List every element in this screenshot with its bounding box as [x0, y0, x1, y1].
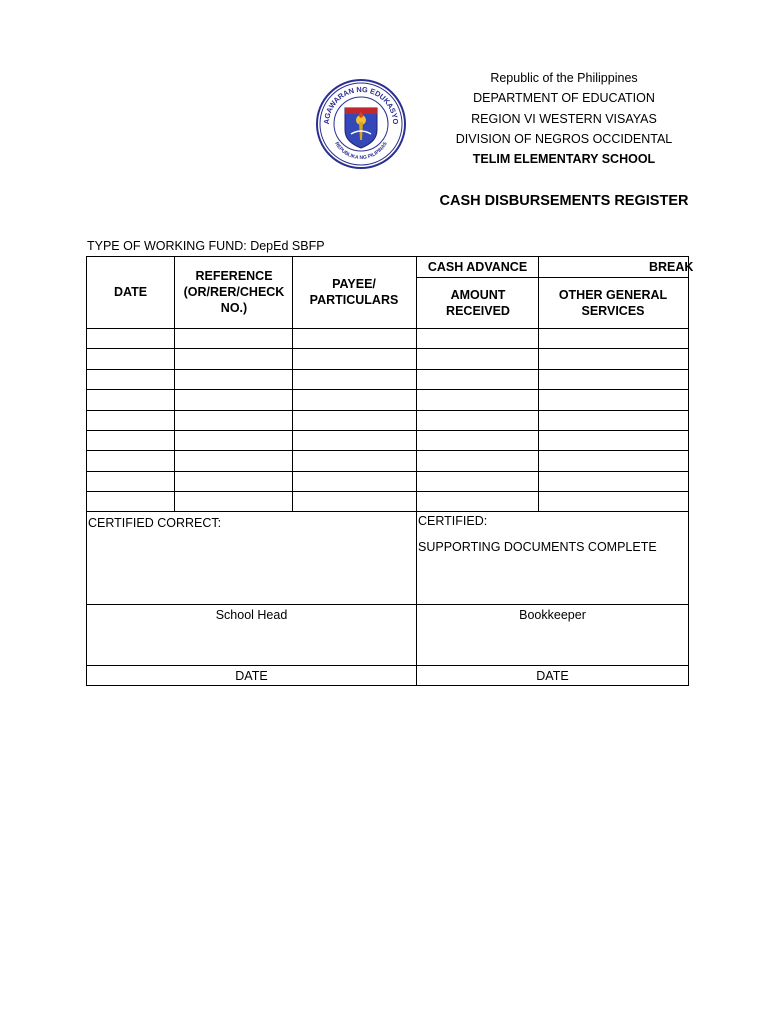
- row-line: [86, 348, 688, 349]
- row-line: [86, 491, 688, 492]
- seal-top-text: AGAWARAN NG EDUKASYO: [321, 84, 401, 125]
- table-border-right: [688, 256, 689, 686]
- header-split-line: [416, 277, 688, 278]
- header-cash-advance: CASH ADVANCE: [427, 260, 528, 274]
- row-line: [86, 389, 688, 390]
- seal-shield-emblem: [345, 108, 377, 148]
- row-line: [86, 471, 688, 472]
- bookkeeper-date-label: DATE: [536, 669, 569, 683]
- header-bottom-line: [86, 328, 688, 329]
- table-border-top: [86, 256, 688, 257]
- header-school-name: TELIM ELEMENTARY SCHOOL: [472, 152, 656, 166]
- header-breakdown: BREAK: [649, 260, 694, 274]
- school-head-date-label: DATE: [235, 669, 268, 683]
- header-other-general-services: OTHER GENERAL SERVICES: [558, 288, 668, 318]
- col-divider-date: [174, 256, 175, 512]
- deped-seal-graphic: [315, 78, 407, 170]
- col-divider-amount: [538, 256, 539, 512]
- col-divider-reference: [292, 256, 293, 512]
- seal-bottom-text: REPUBLIKA NG PILIPINAS: [333, 141, 389, 162]
- header-division: DIVISION OF NEGROS OCCIDENTAL: [455, 132, 673, 146]
- certified-label: CERTIFIED:: [418, 514, 488, 528]
- deped-seal-logo: [315, 78, 407, 170]
- header-reference: REFERENCE (OR/RER/CHECK NO.): [183, 269, 285, 315]
- row-line: [86, 450, 688, 451]
- date-top-line: [86, 665, 688, 666]
- header-amount-received: AMOUNT RECEIVED: [446, 288, 510, 318]
- document-title: CASH DISBURSEMENTS REGISTER: [439, 193, 689, 209]
- supporting-documents-label: SUPPORTING DOCUMENTS COMPLETE: [418, 540, 657, 554]
- row-line: [86, 430, 688, 431]
- header-republic: Republic of the Philippines: [490, 71, 638, 85]
- certified-correct-label: CERTIFIED CORRECT:: [88, 516, 222, 530]
- header-region: REGION VI WESTERN VISAYAS: [471, 112, 657, 126]
- header-department: DEPARTMENT OF EDUCATION: [473, 91, 655, 105]
- rows-bottom-line: [86, 511, 688, 512]
- header-date: DATE: [113, 285, 148, 299]
- header-breakdown-clip: [539, 258, 694, 276]
- signature-top-line: [86, 604, 688, 605]
- school-head-signatory: School Head: [215, 608, 288, 622]
- row-line: [86, 410, 688, 411]
- bookkeeper-signatory: Bookkeeper: [519, 608, 586, 622]
- working-fund-label: TYPE OF WORKING FUND: DepEd SBFP: [87, 239, 325, 253]
- table-border-bottom: [86, 685, 688, 686]
- header-payee-particulars: PAYEE/ PARTICULARS: [309, 277, 399, 307]
- row-line: [86, 369, 688, 370]
